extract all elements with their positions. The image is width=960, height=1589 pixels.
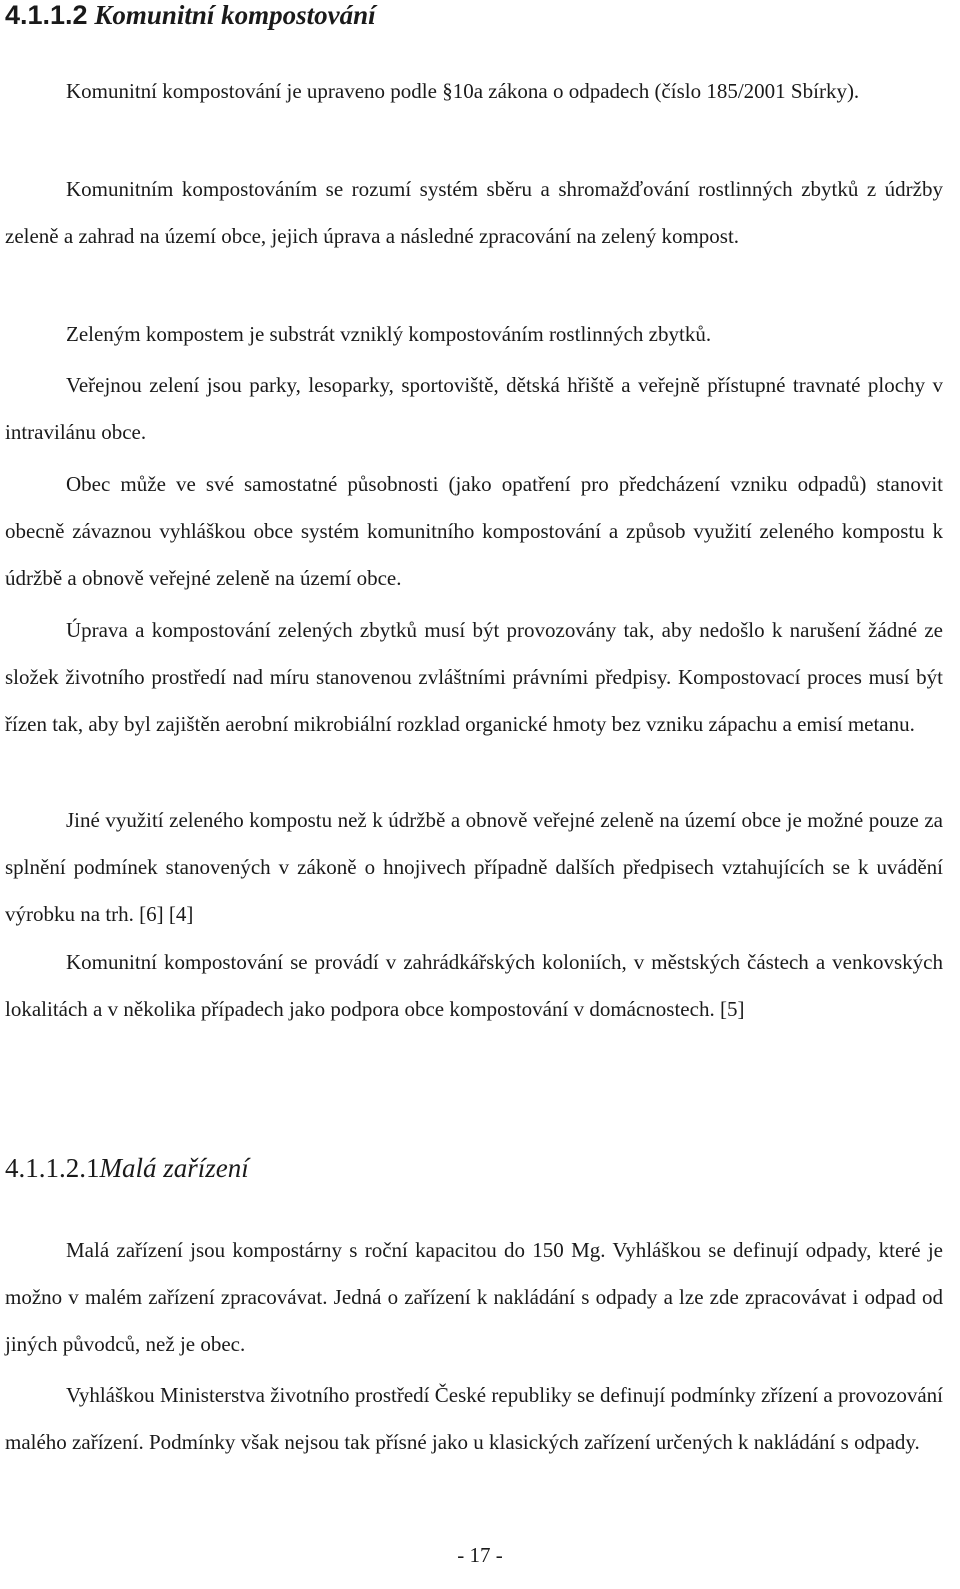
paragraph: Obec může ve své samostatné působnosti (jako opatření pro předcházení vzniku odpadů) stanovit obecně závaznou vyhláškou obce systém komunitního kompostování a způsob využití zeleného kompostu k údržbě a obnově veřejné zeleně na území obce.: [5, 472, 943, 590]
subsection-number: 4.1.1.2.1: [5, 1153, 100, 1183]
section-title: Komunitní kompostování: [94, 0, 376, 30]
section-number: 4.1.1.2: [5, 0, 88, 30]
paragraph: Komunitním kompostováním se rozumí systém sběru a shromažďování rostlinných zbytků z údržby zeleně a zahrad na území obce, jejich úprava a následné zpracování na zelený kompost.: [5, 177, 943, 248]
paragraph: Jiné využití zeleného kompostu než k údržbě a obnově veřejné zeleně na území obce je možné pouze za splnění podmínek stanovených v zákoně o hnojivech případně dalších předpisech vztahujících se k uvádění výrobku na trh. [6] [4]: [5, 808, 943, 926]
subsection-heading: [5, 1153, 249, 1183]
paragraph: Vyhláškou Ministerstva životního prostředí České republiky se definují podmínky zřízení a provozování malého zařízení. Podmínky však nejsou tak přísné jako u klasických zařízení určených k nakládání s odpady.: [5, 1383, 943, 1454]
paragraph: Komunitní kompostování je upraveno podle §10a zákona o odpadech (číslo 185/2001 Sbírky).: [66, 79, 860, 103]
paragraph: Malá zařízení jsou kompostárny s roční kapacitou do 150 Mg. Vyhláškou se definují odpady, které je možno v malém zařízení zpracovávat. Jedná o zařízení k nakládání s odpady a lze zde zpracovávat i odpad od jiných původců, než je obec.: [5, 1238, 943, 1356]
subsection-title: Malá zařízení: [99, 1153, 249, 1183]
paragraph: Komunitní kompostování se provádí v zahrádkářských koloniích, v městských částech a venkovských lokalitách a v několika případech jako podpora obce kompostování v domácnostech. [5]: [5, 950, 943, 1021]
section-heading: [5, 0, 376, 30]
paragraph: Zeleným kompostem je substrát vzniklý kompostováním rostlinných zbytků.: [66, 322, 712, 346]
paragraph: Úprava a kompostování zelených zbytků musí být provozovány tak, aby nedošlo k narušení žádné ze složek životního prostředí nad míru stanovenou zvláštními právními předpisy. Kompostovací proces musí být řízen tak, aby byl zajištěn aerobní mikrobiální rozklad organické hmoty bez vzniku zápachu a emisí metanu.: [5, 618, 943, 736]
paragraph: Veřejnou zelení jsou parky, lesoparky, sportoviště, dětská hřiště a veřejně přístupné travnaté plochy v intravilánu obce.: [5, 373, 943, 444]
page-number: - 17 -: [457, 1543, 503, 1567]
